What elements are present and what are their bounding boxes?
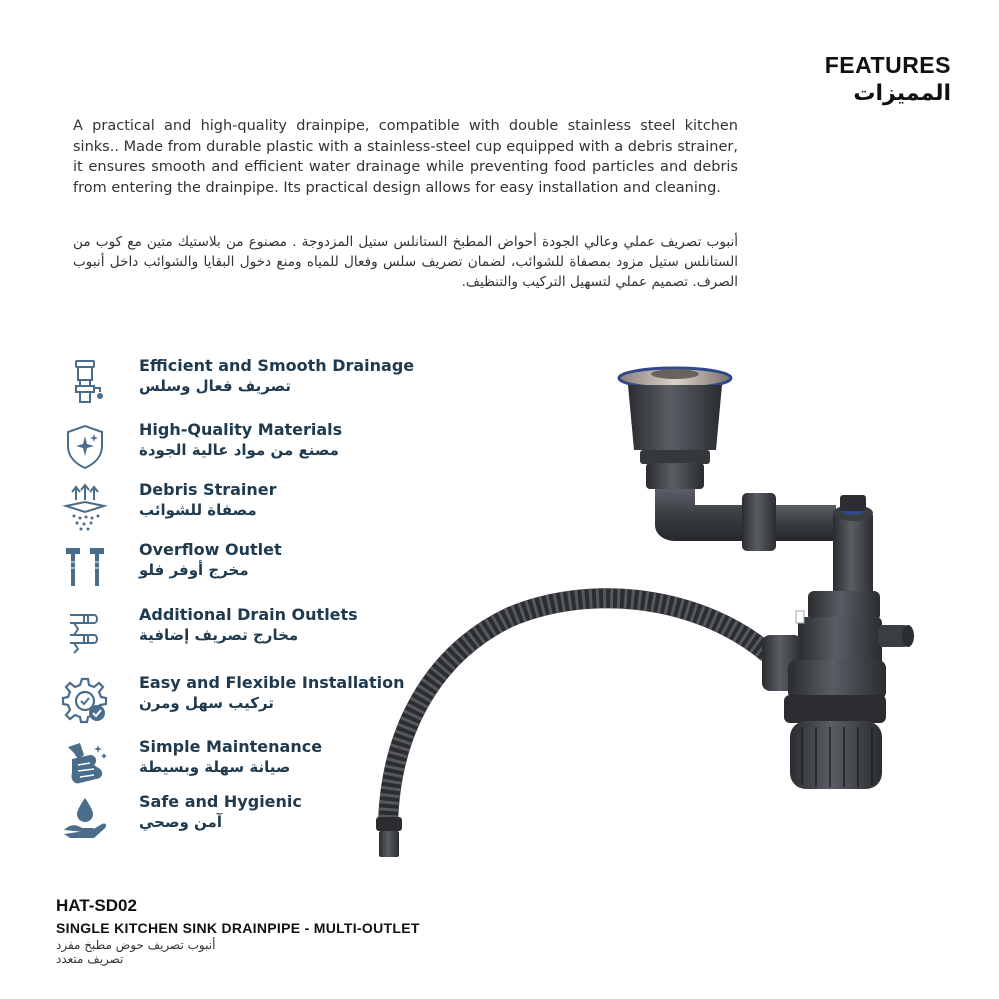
feature-title-en: Debris Strainer: [139, 480, 277, 499]
features-title-en: FEATURES: [824, 52, 951, 78]
description-ar: أنبوب تصريف عملي وعالي الجودة أحواض المطبخ الستانلس ستيل المزدوجة . مصنوع من بلاستيك متين مع كوب من الستانلس ستيل مزود بمصفاة للشوائب، لضمان تصريف سلس وفعال للمياه ومنع دخول البقايا والشوائب داخل أنبوب الصرف. تصميم عملي لتسهيل التركيب والتنظيف.: [73, 234, 738, 290]
water-drop-hand-icon: [60, 794, 110, 844]
cleaning-hand-icon: [60, 739, 110, 789]
feature-title-en: Overflow Outlet: [139, 540, 282, 559]
overflow-outlet-icon: [60, 542, 110, 592]
features-heading: [825, 52, 951, 106]
feature-title-en: Easy and Flexible Installation: [139, 673, 405, 692]
feature-title-en: High-Quality Materials: [139, 420, 343, 439]
features-title-ar: المميزات: [853, 81, 951, 106]
feature-title-ar: صيانة سهلة وبسيطة: [139, 758, 291, 776]
strainer-icon: [60, 482, 110, 532]
drain-outlets-icon: [60, 607, 110, 657]
feature-title-ar: تصريف فعال وسلس: [139, 377, 292, 395]
feature-title-ar: مخارج تصريف إضافية: [139, 626, 299, 644]
drain-fitting-icon: [60, 358, 110, 408]
product-info: [56, 896, 420, 966]
gear-check-icon: [60, 675, 110, 725]
feature-title-ar: آمن وصحي: [139, 813, 222, 831]
feature-title-en: Safe and Hygienic: [139, 792, 302, 811]
feature-title-ar: مصنع من مواد عالية الجودة: [139, 441, 339, 459]
feature-title-ar: مصفاة للشوائب: [139, 501, 257, 519]
feature-title-en: Additional Drain Outlets: [139, 605, 358, 624]
description-en: A practical and high-quality drainpipe, compatible with double stainless steel kitchen sinks.. Made from durable plastic with a stainless-steel cup equipped with a debris strainer, it ensures smooth and efficient water drainage while preventing food particles and debris from entering the drainpipe. Its practical design allows for easy installation and cleaning.: [73, 118, 738, 196]
product-name-ar: أنبوب تصريف حوض مطبخ مفرد تصريف متعدد: [56, 938, 216, 966]
shield-sparkle-icon: [60, 422, 110, 472]
feature-title-ar: مخرج أوفر فلو: [139, 561, 249, 579]
product-code: HAT-SD02: [56, 896, 137, 915]
feature-title-ar: تركيب سهل ومرن: [139, 694, 274, 712]
feature-title-en: Simple Maintenance: [139, 737, 323, 756]
product-drainpipe-image: [370, 355, 930, 865]
feature-title-en: Efficient and Smooth Drainage: [139, 356, 415, 375]
product-name-en: SINGLE KITCHEN SINK DRAINPIPE - MULTI-OUTLET: [56, 920, 420, 936]
